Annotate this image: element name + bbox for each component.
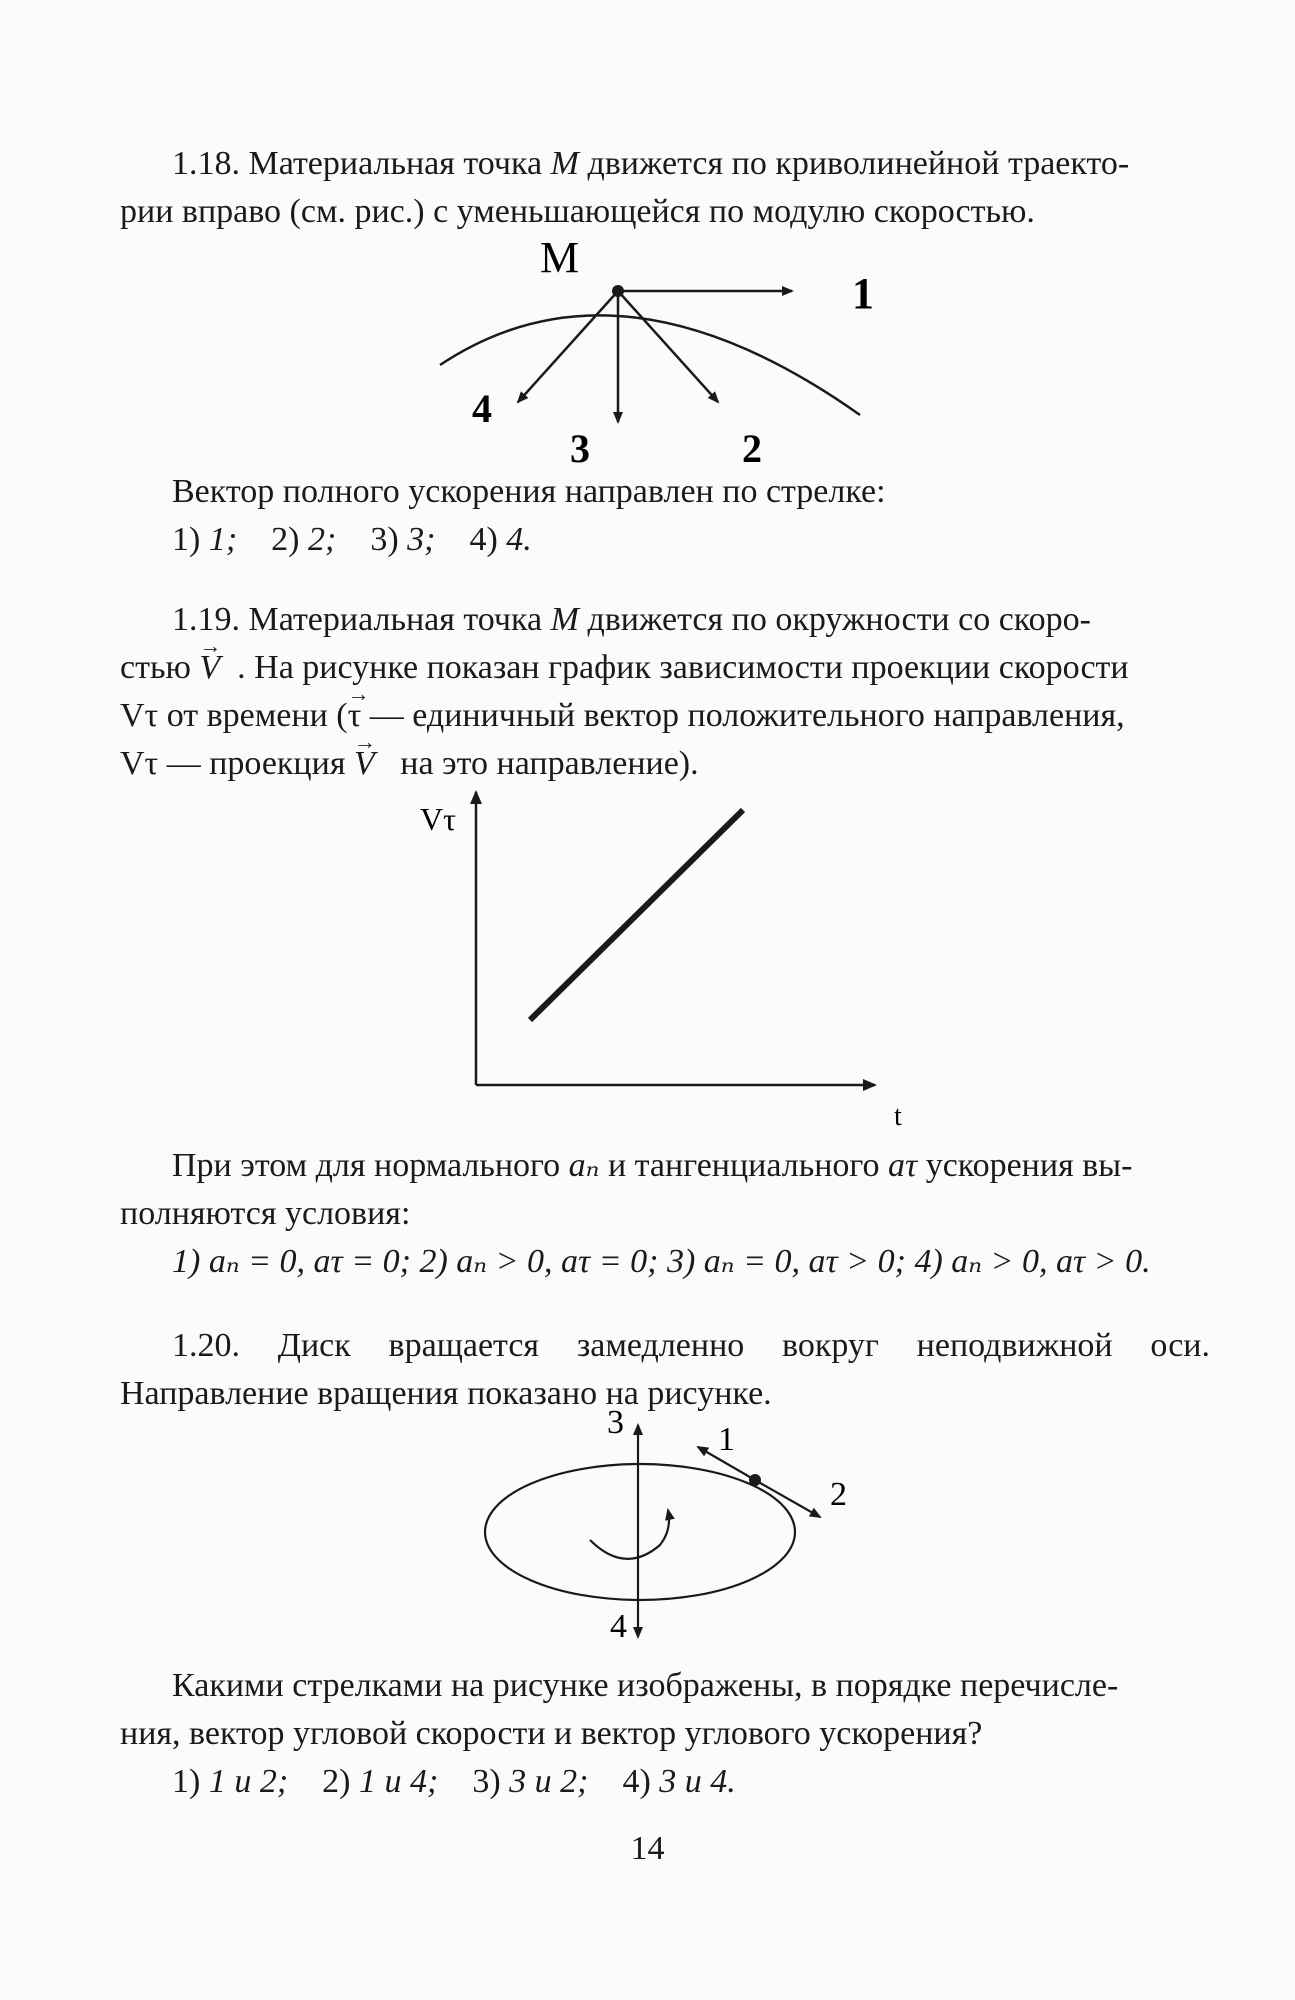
question-line2: ния, вектор угловой скорости и вектор углового ускорения? — [120, 1715, 983, 1752]
problem-1-20-question — [120, 1662, 1210, 1806]
label-3: 3 — [570, 426, 590, 471]
trajectory-curve — [440, 315, 860, 415]
problem-1-20-line1: 1.20. Диск вращается замедленно вокруг неподвижной оси. — [172, 1327, 1210, 1364]
problem-1-19-conditions — [120, 1142, 1210, 1286]
disk-ellipse — [485, 1464, 795, 1600]
label-m: M — [540, 233, 580, 282]
problem-1-18-statement-line1: 1.18. Материальная точка M движется по криволинейной траекто- — [172, 145, 1130, 182]
velocity-line — [530, 810, 743, 1020]
conditions-line1: При этом для нормального aₙ и тангенциального aτ ускорения вы- — [172, 1147, 1133, 1184]
problem-1-19-line2: стью → V . На рисунке показан график зависимости проекции скорости — [120, 644, 1210, 692]
problem-1-19-line3: Vτ от времени (→ τ — единичный вектор положительного направления, — [120, 692, 1210, 740]
label-1: 1 — [852, 269, 874, 318]
condition-options: 1) aₙ = 0, aτ = 0; 2) aₙ > 0, aτ = 0; 3) aₙ = 0, aτ > 0; 4) aₙ > 0, aτ > 0. — [172, 1243, 1151, 1280]
problem-1-20-line2: Направление вращения показано на рисунке. — [120, 1375, 772, 1412]
arrow-2 — [618, 291, 718, 402]
question-line1: Какими стрелками на рисунке изображены, в порядке перечисле- — [172, 1667, 1119, 1704]
problem-1-19-line4: Vτ — проекция → V на это направление). — [120, 740, 1210, 788]
page-number: 14 — [630, 1830, 665, 1867]
conditions-line2: полняются условия: — [120, 1195, 411, 1232]
problem-1-20 — [120, 1322, 1210, 1418]
velocity-graph — [400, 780, 920, 1132]
x-axis-label: t — [894, 1101, 902, 1132]
problem-1-19-line1: 1.19. Материальная точка M движется по окружности со скоро- — [172, 601, 1091, 638]
y-axis-label: Vτ — [420, 801, 456, 837]
disk-answer-options: 1) 1 и 2; 2) 1 и 4; 3) 3 и 2; 4) 3 и 4. — [172, 1763, 736, 1800]
disk-label-3: 3 — [607, 1404, 624, 1441]
disk-label-1: 1 — [718, 1421, 735, 1458]
problem-1-19 — [120, 596, 1210, 788]
problem-1-18 — [120, 140, 1210, 236]
arrow-4 — [518, 291, 618, 402]
rotation-arrow — [590, 1510, 669, 1559]
label-4: 4 — [472, 386, 492, 431]
label-2: 2 — [742, 426, 762, 471]
disk-label-4: 4 — [610, 1608, 627, 1645]
disk-figure — [460, 1405, 900, 1645]
problem-1-18-statement-line2: рии вправо (см. рис.) с уменьшающейся по модулю скоростью. — [120, 193, 1035, 230]
trajectory-figure — [420, 233, 900, 480]
disk-label-2: 2 — [830, 1476, 847, 1513]
answer-options: 1) 1; 2) 2; 3) 3; 4) 4. — [172, 521, 532, 558]
problem-1-18-question — [120, 468, 1210, 564]
question-text: Вектор полного ускорения направлен по стрелке: — [172, 473, 886, 510]
